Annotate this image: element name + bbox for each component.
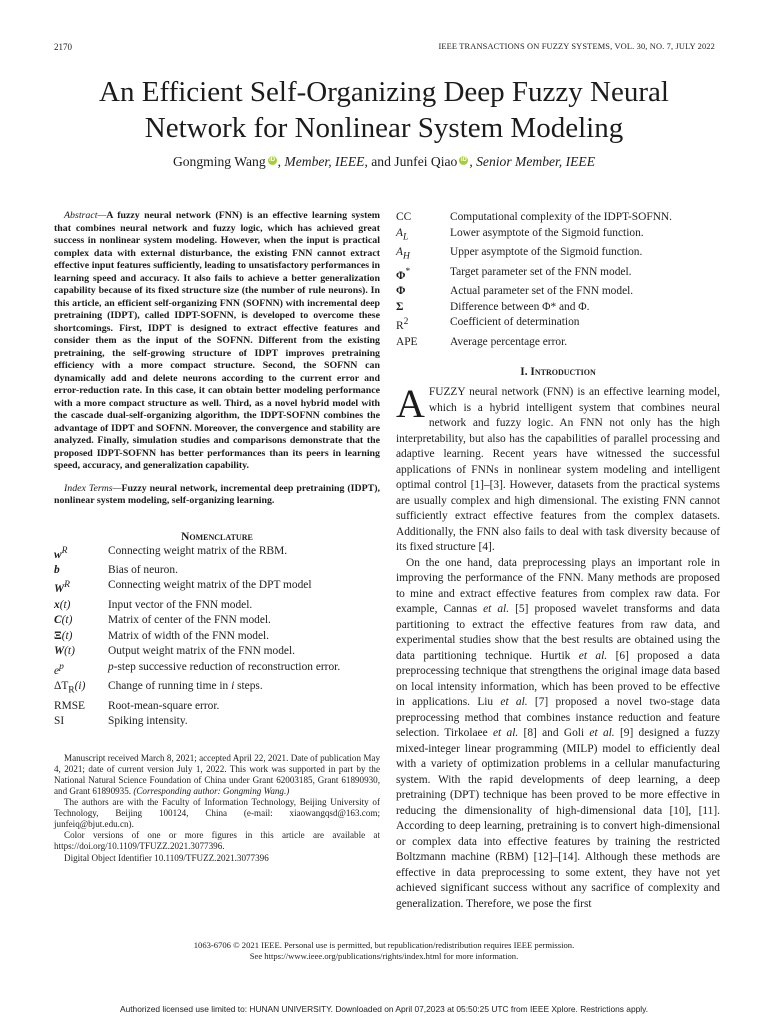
nomenclature-symbol: $\Delta T_R(i)$	[54, 679, 86, 696]
nomenclature-item	[54, 644, 380, 660]
nomenclature-description: Spiking intensity.	[108, 715, 188, 728]
nomenclature-description: Matrix of width of the FNN model.	[108, 629, 270, 642]
nomenclature-item	[396, 284, 720, 300]
doi-note: Digital Object Identifier 10.1109/TFUZZ.2021.3077396	[64, 852, 269, 863]
nomenclature-description: Target parameter set of the FNN model.	[450, 266, 632, 279]
nomenclature-item	[54, 714, 380, 730]
author-2-role: Senior Member, IEEE	[476, 154, 596, 169]
nomenclature-description: Computational complexity of the IDPT-SOFNN.	[450, 211, 672, 223]
nomenclature-symbol: W(t)	[54, 645, 75, 658]
abstract-label: Abstract—	[64, 210, 107, 221]
nomenclature-description: Output weight matrix of the FNN model.	[108, 645, 295, 658]
nomenclature-list-right	[396, 210, 720, 350]
nomenclature-item	[54, 679, 380, 699]
index-terms-text: Fuzzy neural network, incremental deep pretraining (IDPT), nonlinear system modeling, self-organizing learning.	[54, 482, 381, 506]
nomenclature-item	[396, 226, 720, 246]
nomenclature-item	[54, 699, 380, 715]
color-versions-note: Color versions of one or more figures in this article are available at https://doi.org/10.1109/TFUZZ.2021.3077396.	[54, 830, 380, 852]
nomenclature-item	[54, 613, 380, 629]
copyright-notice	[40, 940, 728, 962]
nomenclature-description: Bias of neuron.	[108, 563, 178, 576]
nomenclature-symbol: $R^2$	[396, 317, 409, 333]
nomenclature-item	[396, 245, 720, 265]
nomenclature-item	[54, 544, 380, 563]
orcid-icon[interactable]: iD	[269, 157, 276, 163]
nomenclature-description: Connecting weight matrix of the DPT model	[108, 579, 312, 592]
introduction-paragraph-1: AFUZZY neural network (FNN) is an effective learning model, which is a hybrid intelligent system that combines neural network and fuzzy logic. An FNN not only has the high interpretability, but also has the capabilities of parallel processing and adaptive learning. Recent years have witnessed the successful applications of FNNs in nonlinear system modeling and intelligent optimal control [1]–[3]. However, datasets from the practical systems are usually complex and high dimensional. The existing FNN cannot sufficiently extract effective features from the complex datasets. Additionally, the FNN also fails to deal with task diversity because of its fixed structure [4].	[396, 381, 720, 554]
introduction-heading: I. Introduction	[520, 366, 596, 379]
nomenclature-item	[54, 660, 380, 679]
nomenclature-description: Upper asymptote of the Sigmoid function.	[450, 246, 643, 259]
nomenclature-description: Input vector of the FNN model.	[108, 598, 253, 611]
nomenclature-description: p-step successive reduction of reconstruction error.	[108, 660, 341, 673]
nomenclature-symbol: CC	[396, 211, 412, 223]
nomenclature-symbol: x(t)	[54, 598, 71, 611]
author-1-role: Member, IEEE	[284, 154, 365, 169]
nomenclature-description: Difference between Φ* and Φ.	[450, 300, 590, 313]
index-terms-label: Index Terms—	[64, 482, 122, 494]
nomenclature-description: Matrix of center of the FNN model.	[108, 614, 271, 627]
copyright-line-1: 1063-6706 © 2021 IEEE. Personal use is permitted, but republication/redistribution requires IEEE permission.	[193, 940, 575, 950]
nomenclature-item	[54, 629, 380, 645]
nomenclature-symbol: $A_L$	[396, 226, 409, 242]
nomenclature-symbol: Σ	[396, 300, 404, 313]
paper-title	[40, 74, 728, 146]
nomenclature-symbol: RMSE	[54, 699, 86, 712]
copyright-line-2: See https://www.ieee.org/publications/rights/index.html for more information.	[249, 950, 519, 961]
title-line-1: An Efficient Self-Organizing Deep Fuzzy Neural	[99, 76, 669, 108]
left-column	[54, 210, 380, 864]
page-number: 2170	[54, 42, 72, 52]
nomenclature-item	[54, 598, 380, 614]
journal-header: IEEE TRANSACTIONS ON FUZZY SYSTEMS, VOL. 30, NO. 7, JULY 2022	[438, 42, 715, 51]
nomenclature-description: Actual parameter set of the FNN model.	[450, 285, 634, 298]
right-column	[396, 210, 720, 912]
nomenclature-description: Connecting weight matrix of the RBM.	[108, 544, 288, 557]
abstract	[54, 210, 380, 473]
index-terms	[54, 483, 380, 508]
affiliation-note: The authors are with the Faculty of Information Technology, Beijing University of Technology, Beijing 100124, China (e-mail: xiaowangqsd@163.com; junfeiq@bjut.edu.cn).	[54, 797, 380, 830]
nomenclature-item	[54, 563, 380, 579]
abstract-text: A fuzzy neural network (FNN) is an effective learning system that combines neural network and fuzzy logic, which has achieved great success in nonlinear system modeling. However, when the input is practical complex data with external disturbance, the existing FNN cannot extract effective input features sufficiently, leading to unsatisfactory performances in learning speed and accuracy. It also fails to achieve a better generalization capability because of its fixed structure size (the number of rule neurons). In this article, an efficient self-organizing FNN (SOFNN) with incremental deep pretraining (IDPT), called IDPT-SOFNN, is developed to overcome these shortcomings. First, IDPT is designed to extract effective features and consider them as the input of the SOFNN. Different from the existing pretraining, the self-growing structure of IDPT improves pretraining efficiency with a more compact structure. Second, the SOFNN can dynamically add and delete neurons according to the current error and error-reduction rate. In this case, it can obtain better modeling performance with a more compact structure as well. Third, as a novel hybrid model with the cascade dual-self-organizing algorithm, the IDPT-SOFNN combines the advantage of IDPT and SOFNN. Moreover, the convergence and stability are analyzed. Finally, simulation studies and comparisons demonstrate that the proposed IDPT-SOFNN has better performances than its peers in learning speed, accuracy, and generalization capability.	[54, 210, 380, 471]
nomenclature-symbol: b	[54, 563, 60, 576]
nomenclature-item	[396, 265, 720, 284]
nomenclature-description: Lower asymptote of the Sigmoid function.	[450, 226, 644, 239]
nomenclature-symbol: $e^p$	[54, 661, 64, 677]
nomenclature-description: Coefficient of determination	[450, 316, 580, 329]
drop-cap: A	[396, 381, 425, 427]
footnotes	[54, 753, 380, 864]
nomenclature-symbol: SI	[54, 715, 65, 728]
orcid-icon[interactable]: iD	[460, 157, 467, 163]
nomenclature-description: Average percentage error.	[450, 335, 568, 348]
nomenclature-item	[396, 300, 720, 316]
nomenclature-item	[396, 210, 720, 226]
author-2-name: Junfei Qiao	[394, 154, 458, 169]
title-line-2: Network for Nonlinear System Modeling	[144, 112, 624, 144]
nomenclature-symbol: Ξ(t)	[54, 629, 73, 642]
introduction-body	[396, 381, 720, 912]
nomenclature-symbol: C(t)	[54, 614, 73, 627]
nomenclature-symbol: APE	[396, 335, 418, 348]
nomenclature-symbol: $A_H$	[396, 246, 410, 262]
manuscript-note: Manuscript received March 8, 2021; accepted April 22, 2021. Date of publication May 4, 2021; date of current version July 1, 2022. This work was supported in part by the National Natural Science Foundation of China under Grant 62003185, Grant 61890930, and Grant 61890935. (Corresponding author: Gongming Wang.)	[54, 752, 380, 796]
nomenclature-description: Root-mean-square error.	[108, 699, 220, 712]
author-line: Gongming Wang iD , Member, IEEE, and Junfei Qiao iD , Senior Member, IEEE	[172, 154, 596, 169]
nomenclature-item	[396, 335, 720, 351]
nomenclature-symbol: Φ	[396, 285, 406, 298]
nomenclature-heading: Nomenclature	[181, 530, 253, 543]
nomenclature-list-left	[54, 544, 380, 730]
nomenclature-description: Change of running time in i steps.	[108, 679, 263, 692]
nomenclature-item	[54, 578, 380, 597]
author-conjunction: , and	[364, 154, 395, 169]
author-1-name: Gongming Wang	[172, 154, 266, 169]
introduction-paragraph-2: On the one hand, data preprocessing plays an important role in improving the performance of the FNN. Many methods are proposed to mine and extract effective features from complex raw data. For example, Cannas et al. [5] proposed wavelet transforms and data partitioning to extract the effective features from raw data, and experimental studies show that the best results are obtained using the data partitioning technique. Hurtik et al. [6] proposed a data preprocessing technique that strengthens the original image data based on local intensity information, which has been proved to be effective in applications. Liu et al. [7] proposed a novel two-stage data preprocessing method that combines instance reduction and feature selection. Tirkolaee et al. [8] and Goli et al. [9] designed a fuzzy mixed-integer linear programming (MILP) model to efficiently deal with a variety of optimization problems in a cellular manufacturing system. With the rapid developments of deep learning, a deep pretraining (DPT) technique has been proved to be more effective in reducing the dimensionality of high-dimensional data [10], [11]. According to deep learning, pretraining is to convert high-dimensional or complex data into effective features by training the restricted Boltzmann machine (RBM) [12]–[14]. Although these methods are effective in data preprocessing to some extent, they have not yet achieved significant success without any sacrifice of complexity and generalization. Therefore, we pose the first	[396, 556, 720, 910]
nomenclature-symbol: $w^R$	[54, 545, 68, 561]
nomenclature-symbol: $W^R$	[54, 580, 70, 596]
download-notice: Authorized licensed use limited to: HUNAN UNIVERSITY. Downloaded on April 07,2023 at 05:50:25 UTC from IEEE Xplore. Restrictions apply.	[119, 1004, 649, 1014]
nomenclature-symbol: Φ*	[396, 267, 411, 282]
nomenclature-item	[396, 315, 720, 334]
